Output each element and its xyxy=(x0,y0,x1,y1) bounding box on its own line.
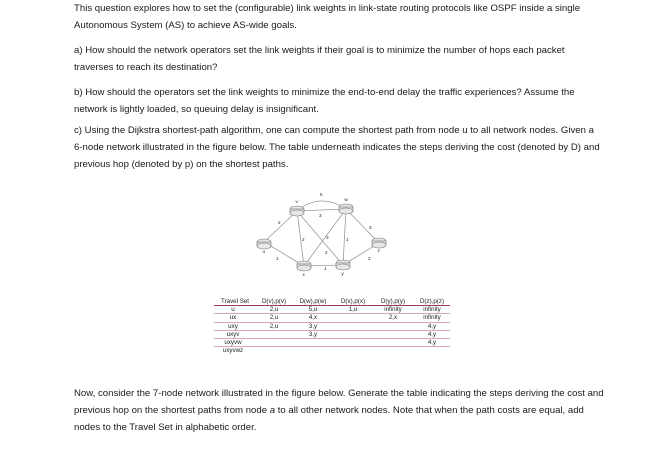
weight-w-z-inner: 3 xyxy=(369,225,372,230)
cell-dz: infinity xyxy=(414,314,450,322)
weight-w-z: 5 xyxy=(320,192,323,197)
node-label-x: x xyxy=(302,272,305,277)
table-header-row xyxy=(214,298,450,306)
link-v-w xyxy=(297,209,346,211)
router-z xyxy=(372,238,386,253)
weight-u-x: 1 xyxy=(276,256,279,261)
router-y xyxy=(336,260,350,276)
cell-travel-set: uxyvwz xyxy=(222,347,244,355)
weight-x-w: 3 xyxy=(326,235,329,240)
cell-dy: 2,x xyxy=(372,314,414,322)
cell-dx xyxy=(334,330,372,338)
cell-travel-set: uxyv xyxy=(214,330,256,338)
node-label-z: z xyxy=(377,248,380,253)
table-row xyxy=(214,322,450,330)
weight-w-y: 1 xyxy=(346,237,349,242)
cell-dy xyxy=(372,322,414,330)
router-v xyxy=(290,199,304,216)
source-node: a xyxy=(269,405,276,416)
question-b: b) How should the operators set the link weights to minimize the end-to-end delay the traffic experiences? Assume the network is lightly loaded, so queuing delay is insignificant. xyxy=(74,87,575,115)
cell-travel-set: uxyvw xyxy=(214,339,256,347)
router-u xyxy=(257,239,271,254)
cell-dx xyxy=(334,339,372,347)
dijkstra-table xyxy=(214,298,450,354)
table-row xyxy=(214,330,450,338)
cell-dy xyxy=(372,330,414,338)
cell-dx xyxy=(334,347,372,355)
weight-u-v: 2 xyxy=(278,220,281,225)
weight-y-z: 2 xyxy=(368,256,371,261)
header-dz: D(z),p(z) xyxy=(414,298,450,306)
cell-dv: 2,u xyxy=(256,322,292,330)
cell-dz: 4,y xyxy=(414,330,450,338)
cell-dw: 5,u xyxy=(292,306,334,314)
final-question-prefix: Now, consider the 7-node network illustrated in the figure below. Generate the table indicating the steps deriving the cost and previous hop on the shortest paths from node xyxy=(74,388,604,416)
cell-dx xyxy=(334,314,372,322)
cell-dz: 4,y xyxy=(414,339,450,347)
cell-dz xyxy=(414,347,450,355)
cell-dv: 2,u xyxy=(256,314,292,322)
weight-x-y: 1 xyxy=(324,266,327,271)
header-dx: D(x),p(x) xyxy=(334,298,372,306)
final-question xyxy=(74,385,604,436)
router-x xyxy=(297,261,311,277)
table-row xyxy=(214,339,450,347)
cell-dv xyxy=(256,330,292,338)
weight-v-y: 2 xyxy=(325,250,328,255)
node-label-u: u xyxy=(262,249,266,254)
cell-dw xyxy=(292,339,334,347)
network-diagram xyxy=(240,190,410,280)
cell-dy: infinity xyxy=(372,306,414,314)
node-label-v: v xyxy=(295,199,298,204)
table-row xyxy=(214,347,450,355)
node-label-w: w xyxy=(344,197,348,202)
cell-dw: 4,x xyxy=(292,314,334,322)
header-dv: D(v),p(v) xyxy=(256,298,292,306)
table-row xyxy=(214,306,450,314)
node-label-y: y xyxy=(341,271,344,276)
final-question-suffix: to all other network nodes. Note that when the path costs are equal, add nodes to the Travel Set in alphabetic order. xyxy=(74,405,584,433)
link-w-z xyxy=(346,209,379,243)
router-w xyxy=(339,197,353,214)
cell-dy xyxy=(372,347,414,355)
cell-dw: 3,y xyxy=(292,322,334,330)
cell-travel-set: ux xyxy=(214,314,256,322)
header-dw: D(w),p(w) xyxy=(292,298,334,306)
question-a: a) How should the network operators set the link weights if their goal is to minimize the number of hops each packet traverses to reach its destination? xyxy=(74,45,565,73)
question-c: c) Using the Dijkstra shortest-path algorithm, one can compute the shortest path from node u to all network nodes. Given a 6-node network illustrated in the figure below. The table underneath indicates the steps deriving the cost (denoted by D) and previous hop (denoted by p) on the shortest paths. xyxy=(74,125,600,170)
cell-dy xyxy=(372,339,414,347)
cell-dx xyxy=(334,322,372,330)
cell-dx: 1,u xyxy=(334,306,372,314)
cell-dv xyxy=(256,339,292,347)
weight-v-w: 3 xyxy=(319,213,322,218)
cell-dv xyxy=(256,347,292,355)
table-row xyxy=(214,314,450,322)
network-links xyxy=(264,201,379,266)
cell-dw: 3,y xyxy=(292,330,334,338)
cell-travel-set: uxy xyxy=(214,322,256,330)
intro-paragraph: This question explores how to set the (configurable) link weights in link-state routing protocols like OSPF inside a single Autonomous System (AS) to achieve AS-wide goals. xyxy=(74,3,581,31)
cell-dv: 2,u xyxy=(256,306,292,314)
header-dy: D(y),p(y) xyxy=(372,298,414,306)
header-travel-set: Travel Set xyxy=(214,298,256,306)
cell-dz: 4,y xyxy=(414,322,450,330)
cell-dw xyxy=(292,347,334,355)
cell-dz: infinity xyxy=(414,306,450,314)
cell-travel-set: u xyxy=(214,306,256,314)
weight-v-x: 2 xyxy=(302,237,305,242)
link-x-w xyxy=(304,209,346,266)
